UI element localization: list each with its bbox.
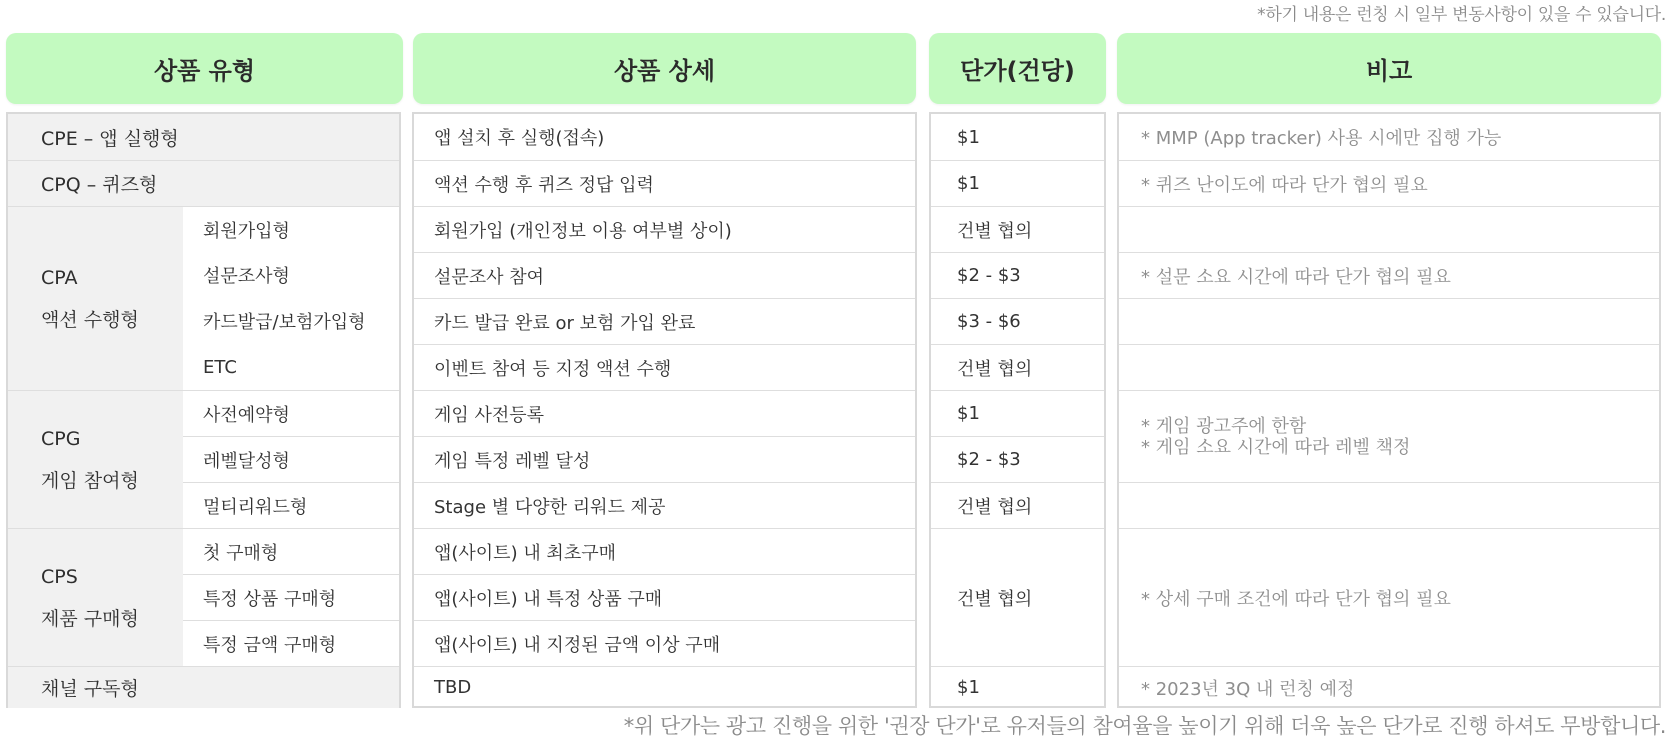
detail-row: TBD	[414, 666, 915, 708]
remark-game-line: * 게임 광고주에 한함	[1141, 415, 1307, 437]
type-cps	[8, 528, 183, 666]
unit-price-column	[929, 112, 1106, 708]
subtype-level: 레벨달성형	[183, 436, 399, 482]
price-cell: $2 - $3	[931, 252, 1104, 298]
type-channel: 채널 구독형	[8, 666, 399, 708]
detail-row: 게임 사전등록	[414, 390, 915, 436]
detail-row: 카드 발급 완료 or 보험 가입 완료	[414, 298, 915, 344]
detail-row: 회원가입 (개인정보 이용 여부별 상이)	[414, 206, 915, 252]
price-cell: $3 - $6	[931, 298, 1104, 344]
type-cpg-code: CPG	[41, 427, 81, 450]
remark-cell	[1119, 298, 1659, 344]
header-remark: 비고	[1117, 33, 1661, 104]
subtype-first-purchase: 첫 구매형	[183, 528, 399, 574]
header-product-type: 상품 유형	[6, 33, 403, 104]
subtype-card-insurance: 카드발급/보험가입형	[203, 312, 366, 333]
subtype-signup: 회원가입형	[183, 206, 399, 252]
remark-cell: * 상세 구매 조건에 따라 단가 협의 필요	[1119, 528, 1659, 666]
subtype-etc: ETC	[203, 356, 237, 378]
remark-cell: * 2023년 3Q 내 런칭 예정	[1119, 666, 1659, 708]
detail-row: 앱(사이트) 내 특정 상품 구매	[414, 574, 915, 620]
subtype-product-purchase: 특정 상품 구매형	[183, 574, 399, 620]
price-cell: $1	[931, 160, 1104, 206]
type-cpg-name: 게임 참여형	[41, 469, 139, 492]
header-unit-price: 단가(건당)	[929, 33, 1106, 104]
type-cps-name: 제품 구매형	[41, 607, 139, 630]
remark-cell: * 설문 소요 시간에 따라 단가 협의 필요	[1119, 252, 1659, 298]
detail-row: 앱 설치 후 실행(접속)	[434, 128, 605, 149]
price-cell: 건별 협의	[931, 206, 1104, 252]
type-cpq: CPQ – 퀴즈형	[8, 160, 399, 206]
type-cpa-name: 액션 수행형	[41, 308, 139, 331]
price-cell: $2 - $3	[931, 436, 1104, 482]
price-cell: 건별 협의	[931, 528, 1104, 666]
type-cpa-code: CPA	[41, 266, 78, 289]
detail-row: 게임 특정 레벨 달성	[414, 436, 915, 482]
subtype-survey: 설문조사형	[203, 266, 290, 287]
header-product-detail: 상품 상세	[413, 33, 916, 104]
detail-row: 앱(사이트) 내 최초구매	[414, 528, 915, 574]
price-cell: $1	[957, 126, 980, 148]
remark-cell	[1119, 206, 1659, 252]
bottom-disclaimer: *위 단가는 광고 진행을 위한 '권장 단가'로 유저들의 참여율을 높이기 위해 더욱 높은 단가로 진행 하셔도 무방합니다.	[623, 714, 1666, 738]
top-disclaimer: *하기 내용은 런칭 시 일부 변동사항이 있을 수 있습니다.	[1257, 5, 1666, 25]
subtype-amount-purchase: 특정 금액 구매형	[183, 620, 399, 666]
type-cps-code: CPS	[41, 565, 78, 588]
remark-cell	[1119, 344, 1659, 390]
price-cell: 건별 협의	[931, 344, 1104, 390]
price-cell: $1	[931, 666, 1104, 708]
remark-cell: * 퀴즈 난이도에 따라 단가 협의 필요	[1119, 160, 1659, 206]
detail-row: 앱(사이트) 내 지정된 금액 이상 구매	[414, 620, 915, 666]
type-cpa	[8, 206, 183, 390]
price-cell: $1	[931, 390, 1104, 436]
product-detail-column	[412, 112, 917, 708]
remark-column	[1117, 112, 1661, 708]
remark-cell-game	[1119, 390, 1659, 482]
detail-row: Stage 별 다양한 리워드 제공	[414, 482, 915, 528]
type-cpg	[8, 390, 183, 528]
subtype-multi-reward: 멀티리워드형	[183, 482, 399, 528]
type-cpe: CPE – 앱 실행형	[8, 114, 399, 160]
detail-row: 액션 수행 후 퀴즈 정답 입력	[414, 160, 915, 206]
detail-row: 이벤트 참여 등 지정 액션 수행	[414, 344, 915, 390]
subtype-preregistration: 사전예약형	[183, 390, 399, 436]
remark-cell: * MMP (App tracker) 사용 시에만 집행 가능	[1141, 128, 1502, 149]
remark-cell	[1119, 482, 1659, 528]
detail-row: 설문조사 참여	[414, 252, 915, 298]
product-type-column	[6, 112, 401, 708]
price-cell: 건별 협의	[931, 482, 1104, 528]
remark-game-line: * 게임 소요 시간에 따라 레벨 책정	[1141, 436, 1411, 458]
